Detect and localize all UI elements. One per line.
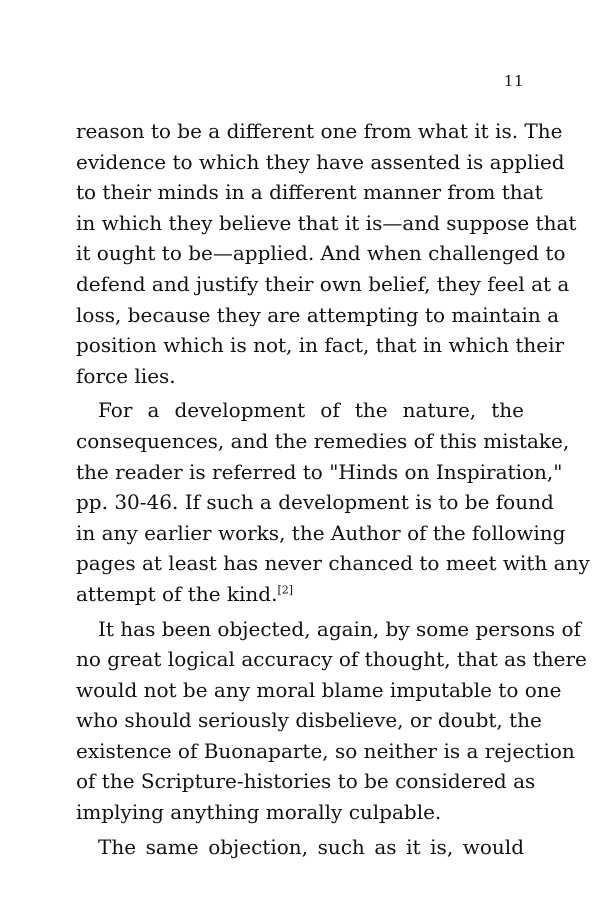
text-line: For a development of the nature, the: [98, 398, 524, 423]
text-line: defend and justify their own belief, they feel at a: [76, 271, 570, 296]
text-line: existence of Buonaparte, so neither is a rejection: [76, 738, 575, 763]
paragraph-2: [76, 395, 590, 609]
paragraph-3: [76, 614, 587, 828]
text-line: attempt of the kind.: [76, 581, 278, 606]
text-line: in any earlier works, the Author of the following: [76, 520, 566, 545]
text-line: would not be any moral blame imputable to one: [76, 677, 562, 702]
text-line: The same objection, such as it is, would: [98, 834, 524, 859]
text-line: It has been objected, again, by some persons of: [98, 616, 581, 641]
text-line: implying anything morally culpable.: [76, 800, 442, 825]
body-text: [76, 116, 590, 862]
text-line: it ought to be—applied. And when challenged to: [76, 241, 566, 266]
text-line: pages at least has never chanced to meet with any: [76, 551, 590, 576]
text-line-with-footnote: [76, 579, 524, 610]
text-line: of the Scripture-histories to be considered as: [76, 769, 536, 794]
text-line: pp. 30-46. If such a development is to be found: [76, 490, 554, 515]
text-line: position which is not, in fact, that in which their: [76, 333, 565, 358]
text-line: loss, because they are attempting to maintain a: [76, 302, 560, 327]
footnote-reference[interactable]: [2]: [277, 583, 294, 597]
paragraph-1: [76, 116, 577, 391]
text-line: the reader is referred to "Hinds on Inspiration,": [76, 459, 563, 484]
paragraph-4: [76, 832, 524, 863]
text-line: to their minds in a different manner from that: [76, 180, 543, 205]
text-line: force lies.: [76, 363, 176, 388]
text-line: consequences, and the remedies of this mistake,: [76, 428, 570, 453]
text-line: who should seriously disbelieve, or doubt, the: [76, 708, 542, 733]
page-number: 11: [503, 72, 524, 90]
text-line: reason to be a different one from what it is. The: [76, 119, 563, 143]
text-line: in which they believe that it is—and suppose that: [76, 210, 577, 235]
text-line: no great logical accuracy of thought, that as there: [76, 647, 587, 672]
text-line: evidence to which they have assented is applied: [76, 149, 565, 174]
